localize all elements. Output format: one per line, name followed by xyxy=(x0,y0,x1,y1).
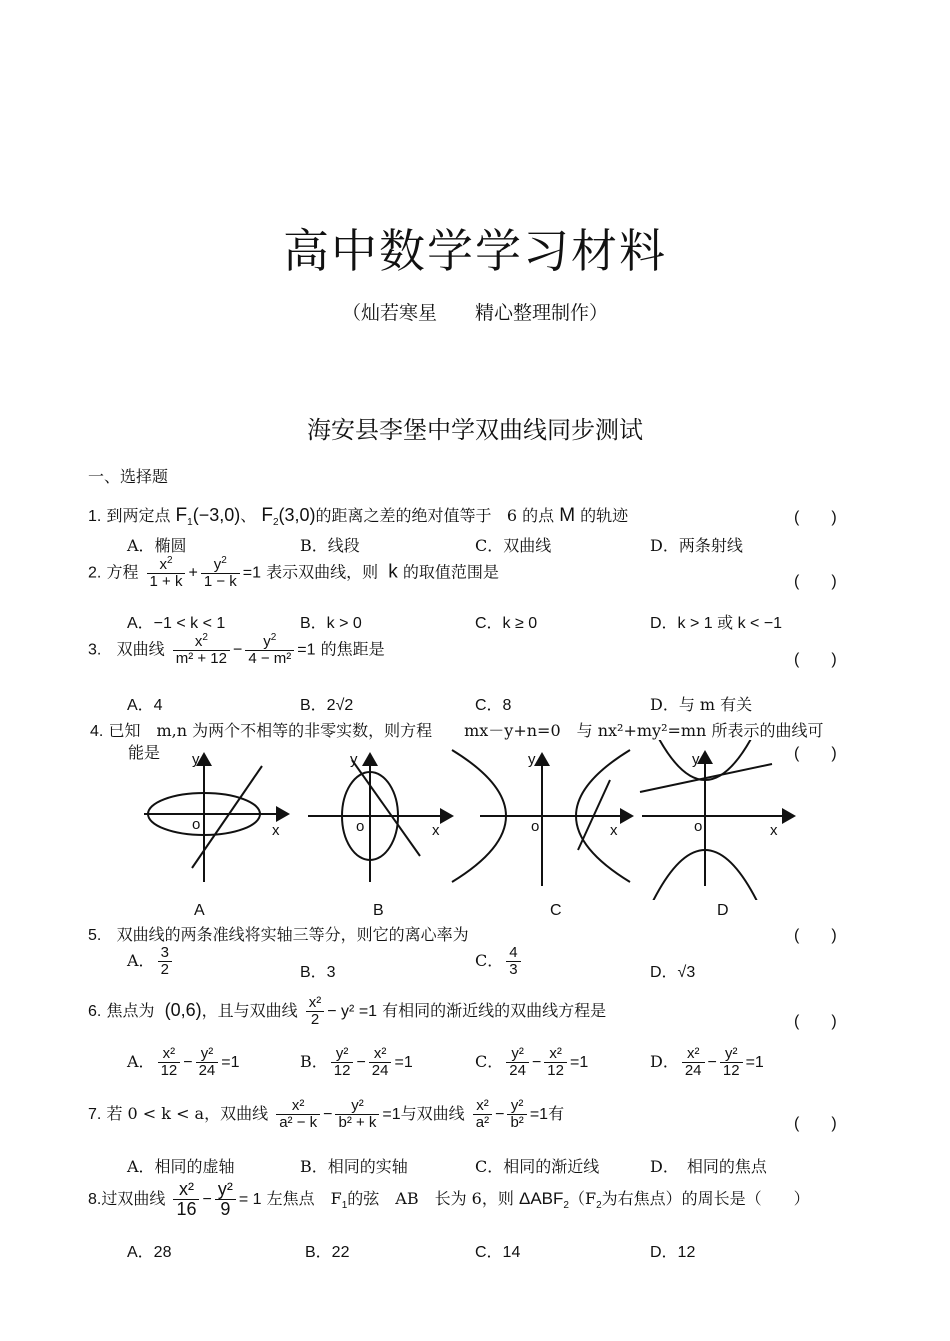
figure-label-b: B xyxy=(373,902,384,919)
q6-option-d: D． $\frac{\text{x²}}{24}$ − $\frac{\text{y²}}{12}$ =1 xyxy=(650,1045,764,1079)
figure-b xyxy=(308,751,452,882)
answer-bracket-2: ( ) xyxy=(794,573,837,590)
origin-label: o xyxy=(694,818,703,835)
q3-option-b: B．2√2 xyxy=(300,697,354,714)
q5-option-b: B．3 xyxy=(300,964,336,981)
q7-option-c: C．相同的渐近线 xyxy=(475,1157,600,1176)
axis-x-label: x xyxy=(272,822,280,839)
answer-bracket-5: ( ) xyxy=(794,927,837,944)
question-5: 5. 双曲线的两条准线将实轴三等分，则它的离心率为 xyxy=(88,925,469,944)
q3-fraction-1: $\frac{x^2}{\text{m² + 12}}$ xyxy=(173,633,230,667)
q7-option-b: B．相同的实轴 xyxy=(300,1157,408,1176)
q2-option-d: D．k > 1 或 k < −1 xyxy=(650,615,783,632)
q6-fraction: $\frac{\text{x²}}{2}$ xyxy=(306,995,325,1028)
section-label: 一、选择题 xyxy=(88,467,169,486)
q5-option-d: D．√3 xyxy=(650,964,696,981)
q7-option-d: D． 相同的焦点 xyxy=(650,1157,767,1176)
page-subtitle: （灿若寒星 精心整理制作） xyxy=(341,302,608,324)
q7-option-a: A．相同的虚轴 xyxy=(127,1157,235,1176)
q5-option-c: C． $\frac{4}{3}$ xyxy=(475,945,524,978)
answer-bracket-3: ( ) xyxy=(794,651,837,668)
q3-option-c: C．8 xyxy=(475,697,512,714)
origin-label: o xyxy=(192,816,201,833)
axis-y-label: y xyxy=(692,751,700,768)
question-6: 6. 焦点为 (0,6)，且与双曲线 $\frac{\text{x²}}{2}$ − y² =1 有相同的渐近线的双曲线方程是 xyxy=(88,994,607,1028)
q1-option-a: A．椭圆 xyxy=(127,536,187,555)
answer-bracket-4: ( ) xyxy=(794,745,837,762)
axis-y-label: y xyxy=(350,751,358,768)
q2-option-c: C．k ≥ 0 xyxy=(475,615,538,632)
question-7: 7. 若 0 < k < a，双曲线 $\frac{\text{x²}}{\text{a² − k}}$ − $\frac{\text{y²}}{\text{b² + k}}$ =1与双曲线 $\frac{\text{x²}}{\text{a²}}$ − $\frac{\text{y²}}{\text{b²}}$ =1有 xyxy=(88,1097,565,1131)
figure-label-a: A xyxy=(194,902,205,919)
figure-a xyxy=(144,751,288,882)
answer-bracket-6: ( ) xyxy=(794,1013,837,1030)
figure-c xyxy=(452,750,632,886)
axis-y-label: y xyxy=(528,751,536,768)
question-1: 1. 到两定点 $F_1(-3,0)$、 $F_2(3,0)$的距离之差的绝对值等于 6 的点 M 的轨迹 xyxy=(88,505,629,529)
figure-label-c: C xyxy=(550,902,562,919)
page-title: 高中数学学习材料 xyxy=(283,224,667,278)
q8-option-a: A．28 xyxy=(127,1244,172,1261)
q2-fraction-1: $\frac{x^2}{1 + k}$ xyxy=(147,556,186,590)
q1-option-b: B．线段 xyxy=(300,536,360,555)
q5-option-a: A． $\frac{3}{2}$ xyxy=(127,945,175,978)
q8-option-b: B．22 xyxy=(305,1244,350,1261)
q3-option-a: A．4 xyxy=(127,697,163,714)
question-8: 8.过双曲线 $\frac{\text{x²}}{16}$ − $\frac{\text{y²}}{9}$ = 1 左焦点 $F_1$的弦 AB 长为 6，则 $\Delta ABF_2(F_2$为右焦点）的周长是（ ） xyxy=(88,1179,810,1219)
q4-figures xyxy=(130,740,800,900)
question-3: 3. 双曲线 $\frac{x^2}{\text{m² + 12}}$ − $\frac{y^2}{\text{4 − m²}}$ =1 的焦距是 xyxy=(88,632,385,667)
axis-x-label: x xyxy=(610,822,618,839)
q8-option-c: C．14 xyxy=(475,1244,521,1261)
origin-label: o xyxy=(531,818,540,835)
answer-bracket-1: ( ) xyxy=(794,509,837,526)
question-2: 2. 方程 $\frac{x^2}{1 + k}$ + $\frac{y^2}{1 - k}$ =1 表示双曲线，则 k 的取值范围是 xyxy=(88,555,499,590)
test-title: 海安县李堡中学双曲线同步测试 xyxy=(307,416,643,444)
q1-option-d: D．两条射线 xyxy=(650,536,743,555)
axis-x-label: x xyxy=(432,822,440,839)
q6-option-b: B． $\frac{\text{y²}}{12}$ − $\frac{\text{x²}}{24}$ =1 xyxy=(300,1045,413,1079)
axis-y-label: y xyxy=(192,751,200,768)
axis-x-label: x xyxy=(770,822,778,839)
figure-d xyxy=(640,740,794,900)
q3-fraction-2: $\frac{y^2}{\text{4 − m²}}$ xyxy=(245,633,294,667)
figure-label-d: D xyxy=(717,902,729,919)
q2-option-b: B．k > 0 xyxy=(300,615,362,632)
q1-option-c: C．双曲线 xyxy=(475,536,552,555)
q3-option-d: D．与 m 有关 xyxy=(650,695,753,714)
origin-label: o xyxy=(356,818,365,835)
q6-option-c: C． $\frac{\text{y²}}{24}$ − $\frac{\text{x²}}{12}$ =1 xyxy=(475,1045,589,1079)
question-4-line-2: 能是 xyxy=(128,743,161,762)
q6-option-a: A． $\frac{\text{x²}}{12}$ − $\frac{\text{y²}}{24}$ =1 xyxy=(127,1045,240,1079)
question-4: 4. 已知 m,n 为两个不相等的非零实数，则方程 mx－y+n=0 与 nx²+my²=mn 所表示的曲线可 xyxy=(90,721,824,740)
q2-option-a: A．−1 < k < 1 xyxy=(127,615,226,632)
q2-fraction-2: $\frac{y^2}{1 - k}$ xyxy=(201,556,240,590)
answer-bracket-7: ( ) xyxy=(794,1115,837,1132)
q8-option-d: D．12 xyxy=(650,1244,696,1261)
